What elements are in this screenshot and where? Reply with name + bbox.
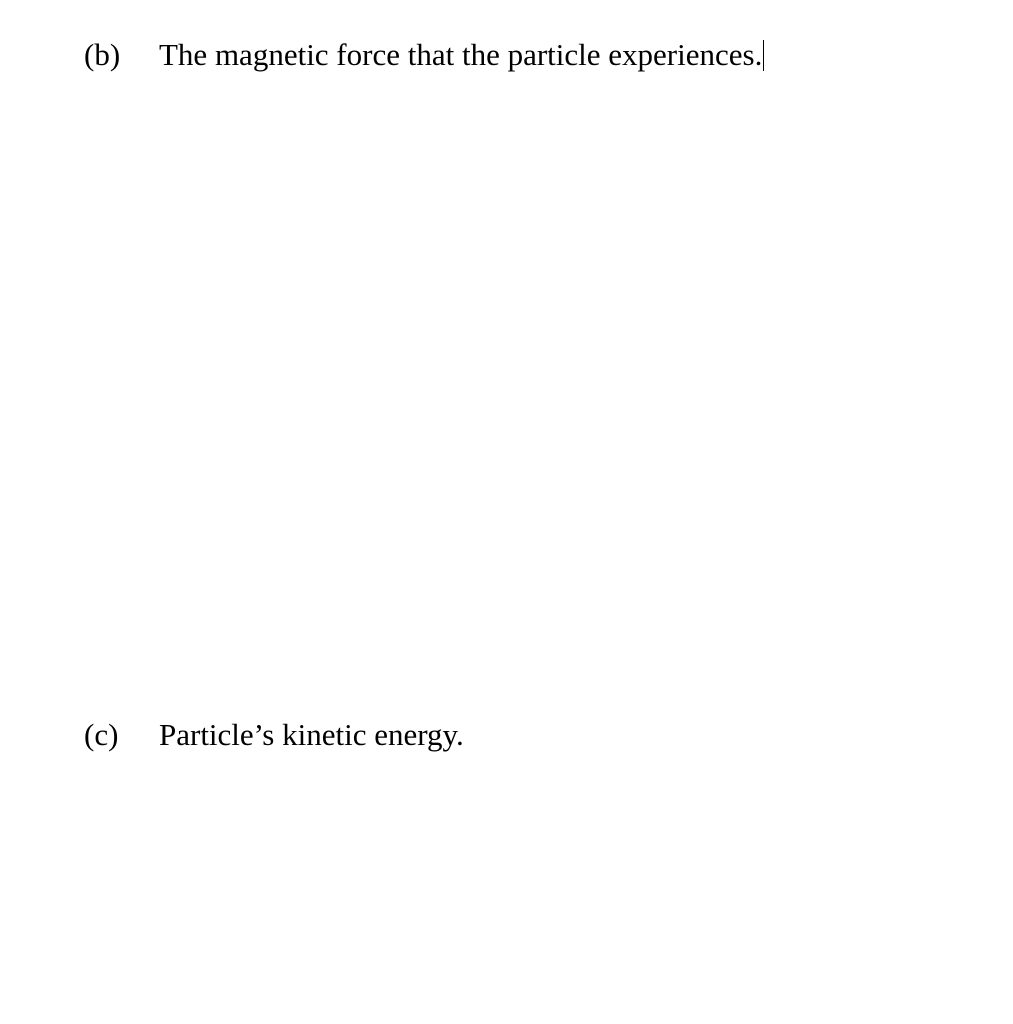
text-cursor — [763, 40, 764, 71]
question-c-label: (c) — [84, 717, 119, 752]
question-b-text[interactable]: The magnetic force that the particle experiences. — [159, 37, 763, 72]
question-b — [84, 36, 764, 74]
question-c — [84, 716, 464, 754]
question-c-text[interactable]: Particle’s kinetic energy. — [159, 717, 464, 752]
question-b-label: (b) — [84, 37, 121, 72]
